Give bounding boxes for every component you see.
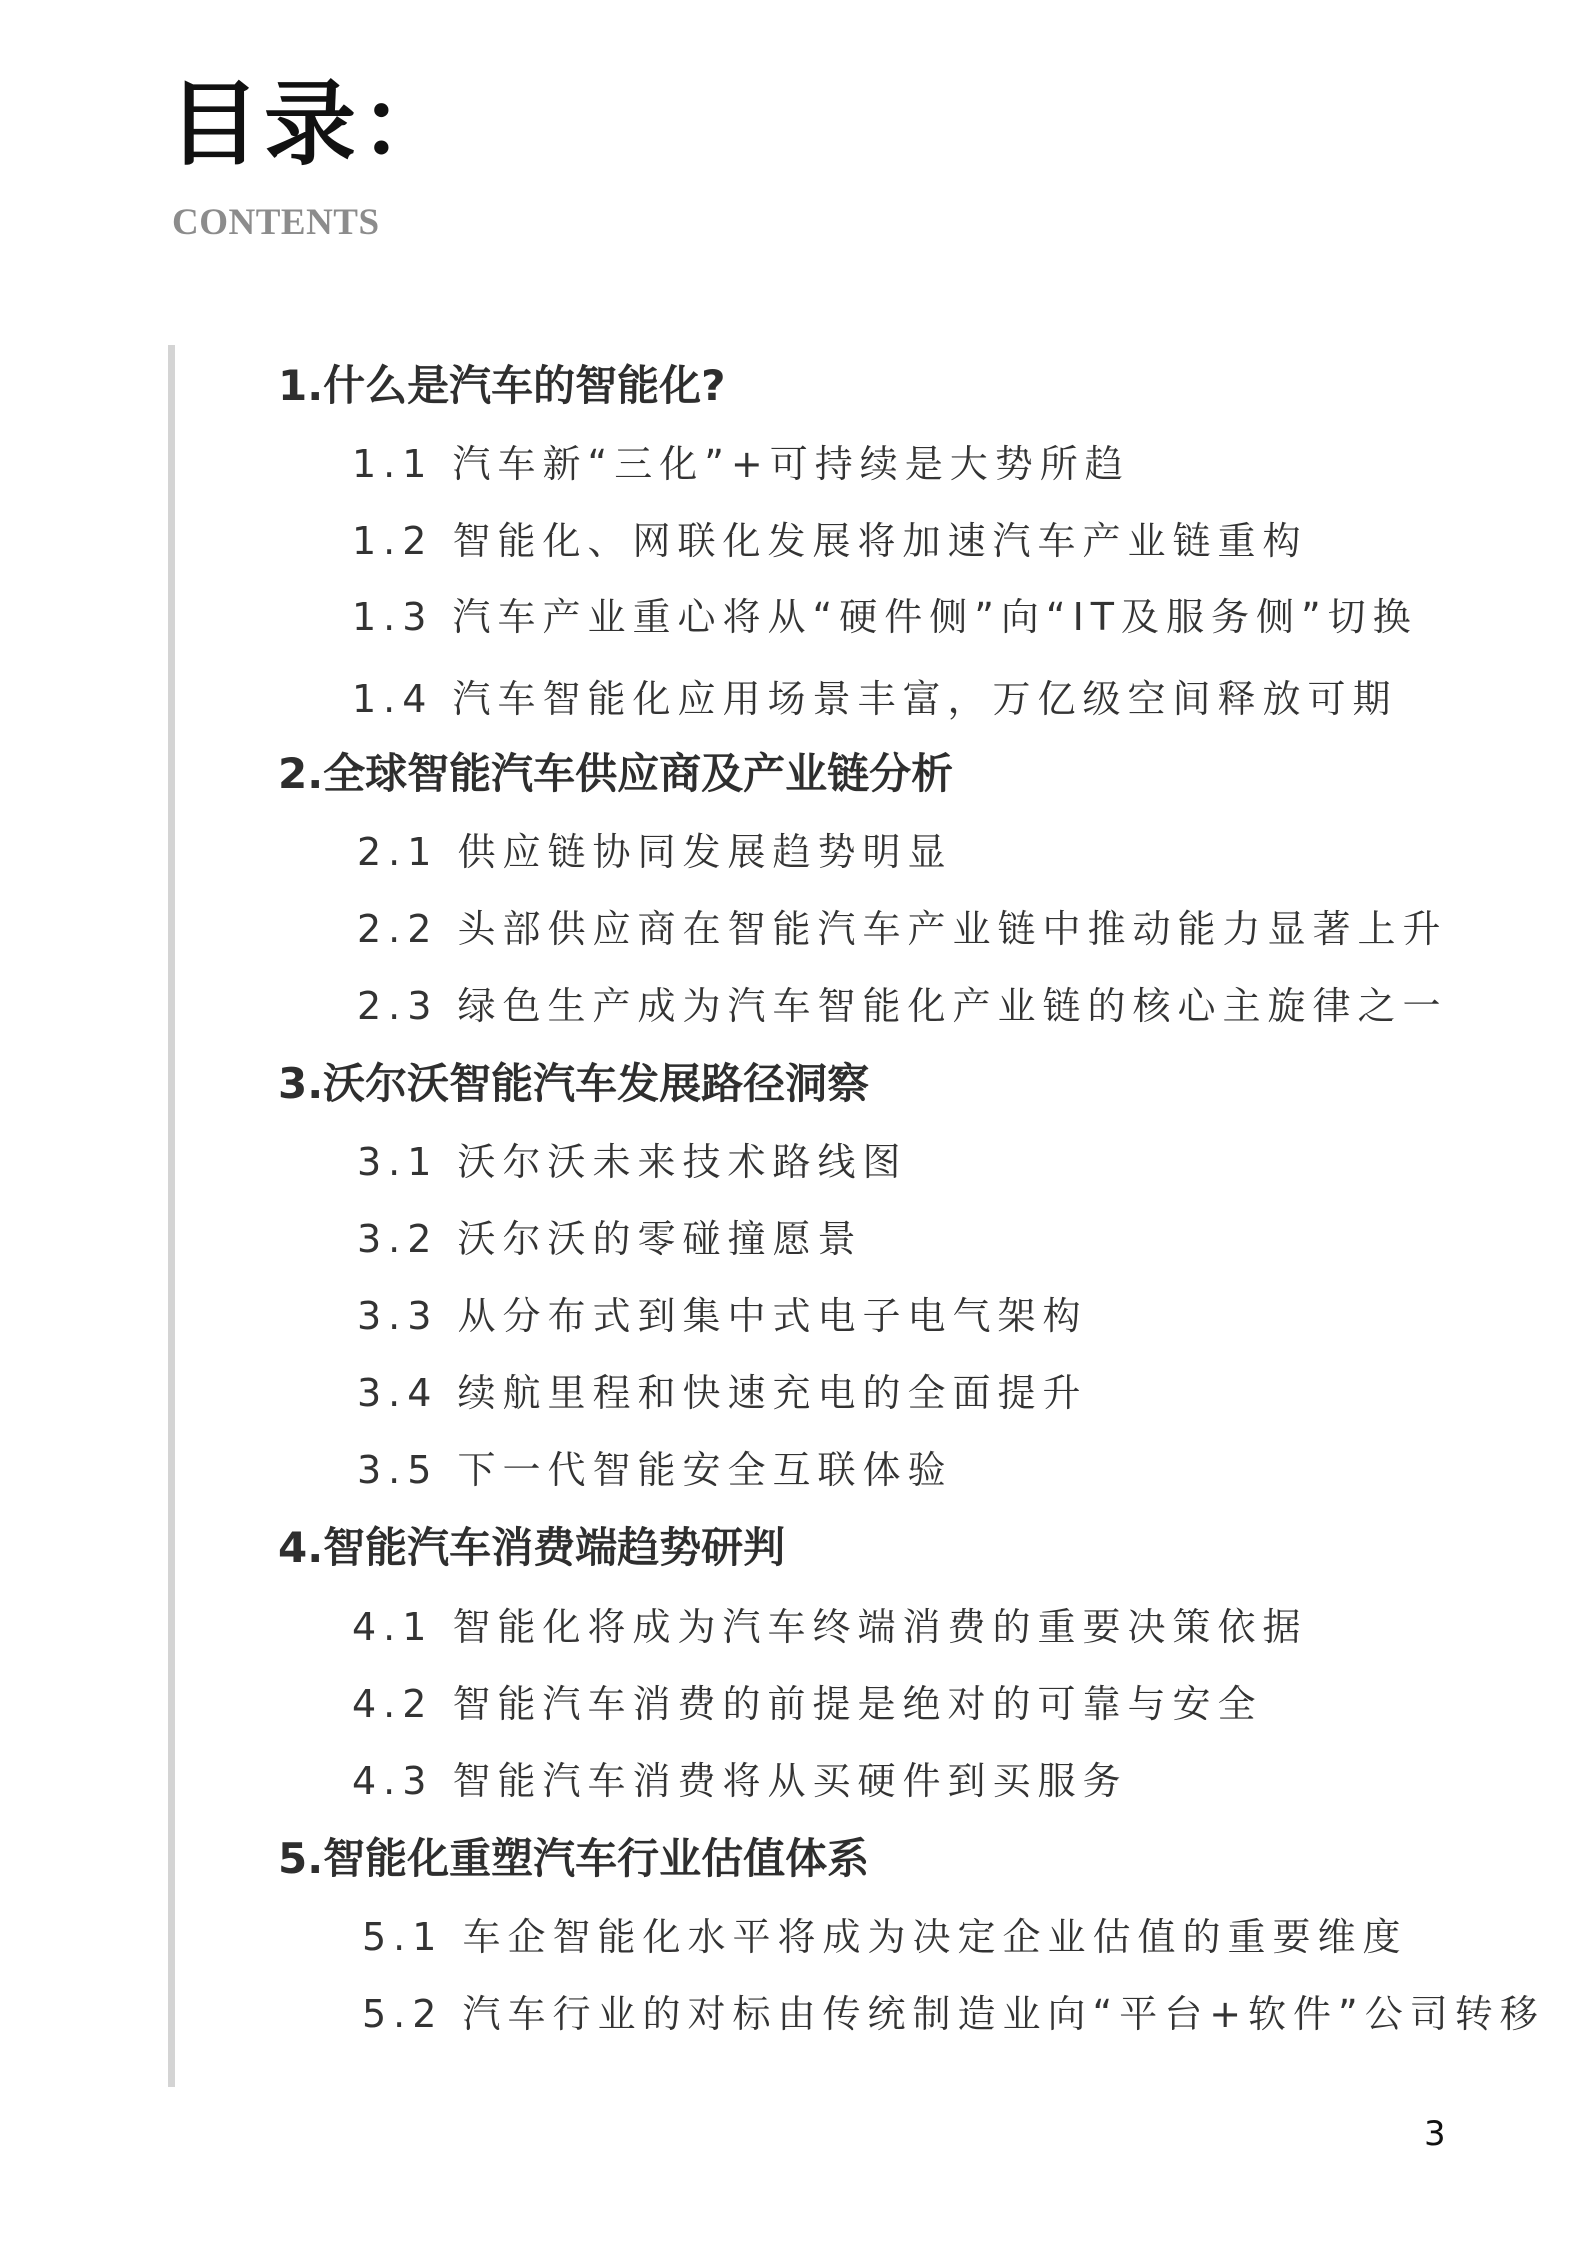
toc-item-3-4[interactable]: 3.4 续航里程和快速充电的全面提升 bbox=[357, 1371, 1088, 1415]
toc-item-5-1[interactable]: 5.1 车企智能化水平将成为决定企业估值的重要维度 bbox=[362, 1915, 1408, 1959]
toc-item-4-3[interactable]: 4.3 智能汽车消费将从买硬件到买服务 bbox=[352, 1759, 1128, 1803]
toc-item-4-1[interactable]: 4.1 智能化将成为汽车终端消费的重要决策依据 bbox=[352, 1605, 1308, 1649]
page-number: 3 bbox=[1424, 2114, 1446, 2154]
page-subtitle: CONTENTS bbox=[172, 202, 380, 243]
toc-section-1[interactable]: 1.什么是汽车的智能化? bbox=[278, 361, 726, 410]
toc-section-5[interactable]: 5.智能化重塑汽车行业估值体系 bbox=[278, 1834, 870, 1883]
toc-item-1-4[interactable]: 1.4 汽车智能化应用场景丰富，万亿级空间释放可期 bbox=[352, 677, 1398, 721]
toc-section-3[interactable]: 3.沃尔沃智能汽车发展路径洞察 bbox=[278, 1059, 870, 1108]
toc-item-5-2[interactable]: 5.2 汽车行业的对标由传统制造业向“平台+软件”公司转移 bbox=[362, 1992, 1545, 2036]
toc-section-2[interactable]: 2.全球智能汽车供应商及产业链分析 bbox=[278, 749, 954, 798]
toc-item-2-2[interactable]: 2.2 头部供应商在智能汽车产业链中推动能力显著上升 bbox=[357, 907, 1448, 951]
toc-item-2-3[interactable]: 2.3 绿色生产成为汽车智能化产业链的核心主旋律之一 bbox=[357, 984, 1448, 1028]
toc-item-2-1[interactable]: 2.1 供应链协同发展趋势明显 bbox=[357, 830, 953, 874]
toc-item-1-3[interactable]: 1.3 汽车产业重心将从“硬件侧”向“IT及服务侧”切换 bbox=[352, 595, 1418, 639]
toc-section-4[interactable]: 4.智能汽车消费端趋势研判 bbox=[278, 1523, 786, 1572]
toc-item-3-2[interactable]: 3.2 沃尔沃的零碰撞愿景 bbox=[357, 1217, 863, 1261]
page-title: 目录： bbox=[168, 70, 457, 178]
toc-item-3-3[interactable]: 3.3 从分布式到集中式电子电气架构 bbox=[357, 1294, 1088, 1338]
toc-item-3-1[interactable]: 3.1 沃尔沃未来技术路线图 bbox=[357, 1140, 908, 1184]
toc-item-3-5[interactable]: 3.5 下一代智能安全互联体验 bbox=[357, 1448, 953, 1492]
toc-item-4-2[interactable]: 4.2 智能汽车消费的前提是绝对的可靠与安全 bbox=[352, 1682, 1263, 1726]
toc-item-1-1[interactable]: 1.1 汽车新“三化”+可持续是大势所趋 bbox=[352, 442, 1130, 486]
toc-item-1-2[interactable]: 1.2 智能化、网联化发展将加速汽车产业链重构 bbox=[352, 519, 1308, 563]
